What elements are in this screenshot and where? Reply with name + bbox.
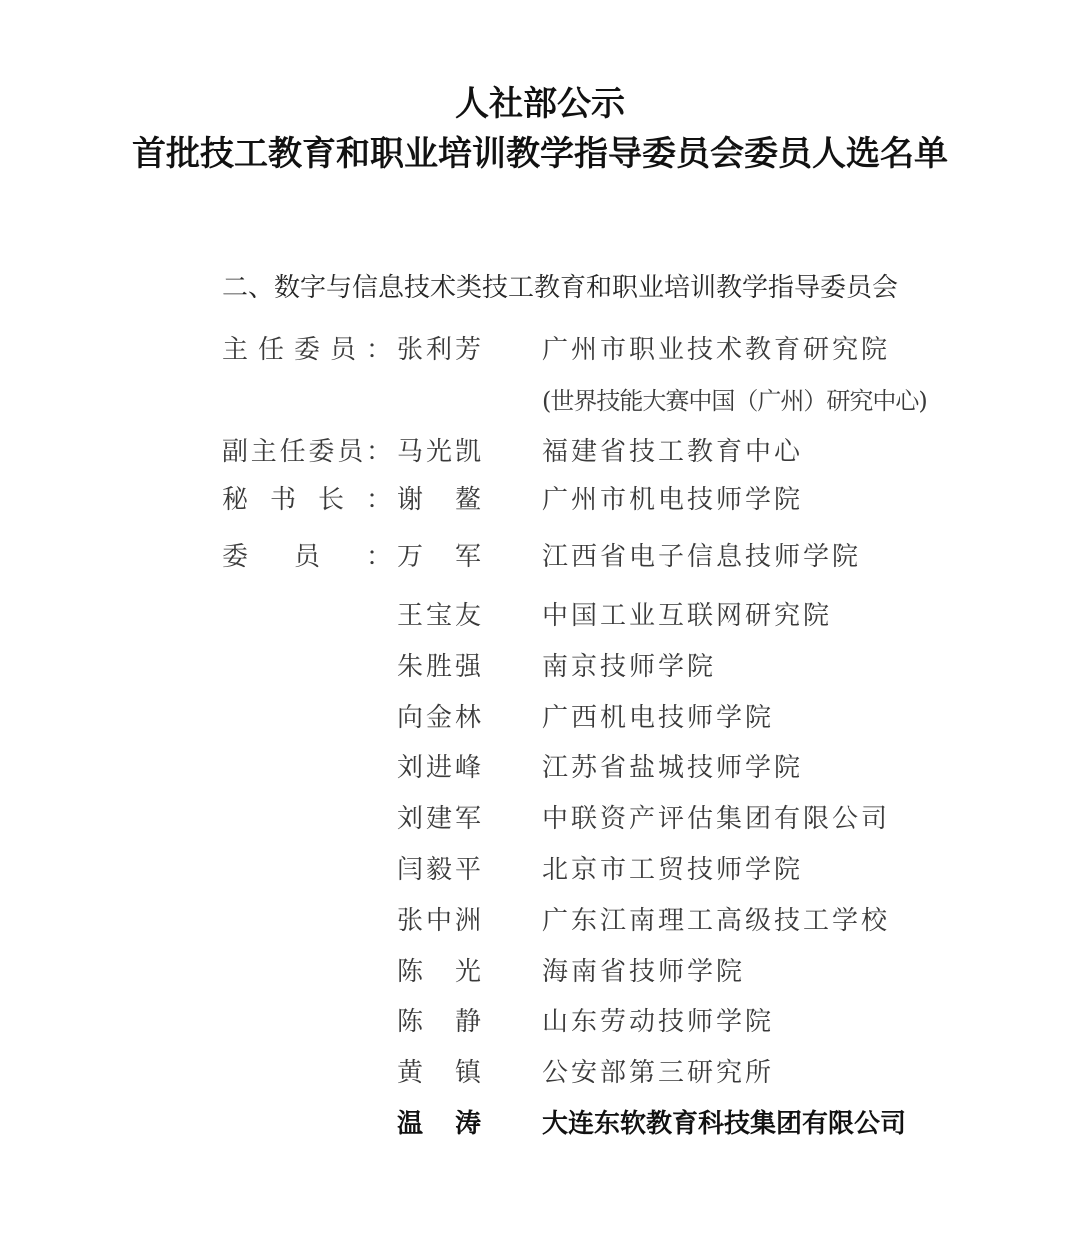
member-org: 中联资产评估集团有限公司 xyxy=(542,804,891,834)
member-org: 广西机电技师学院 xyxy=(542,703,775,733)
list-item-member xyxy=(0,748,1080,788)
section-heading: 二、数字与信息技术类技工教育和职业培训教学指导委员会 xyxy=(222,273,899,303)
role-label: 副主任委员： xyxy=(222,437,392,467)
member-name: 黄 镇 xyxy=(397,1058,481,1088)
member-org: 大连东软教育科技集团有限公司 xyxy=(542,1109,907,1139)
member-org: 公安部第三研究所 xyxy=(542,1058,775,1088)
list-item-member xyxy=(0,1104,1080,1144)
page-title: 人社部公示 xyxy=(455,84,625,124)
member-name: 温 涛 xyxy=(397,1109,481,1139)
member-org: 海南省技师学院 xyxy=(542,957,746,987)
member-name: 马光凯 xyxy=(397,437,481,467)
member-org: 江苏省盐城技师学院 xyxy=(542,753,804,783)
list-item-director xyxy=(0,330,1080,370)
member-name: 谢 鳌 xyxy=(397,485,481,515)
list-item-member xyxy=(0,698,1080,738)
list-item-secretary xyxy=(0,480,1080,520)
list-item-member xyxy=(0,952,1080,992)
member-org: 南京技师学院 xyxy=(542,652,717,682)
list-item-member xyxy=(0,901,1080,941)
member-org: 山东劳动技师学院 xyxy=(542,1007,775,1037)
member-org: 中国工业互联网研究院 xyxy=(542,601,833,631)
list-item-member xyxy=(0,850,1080,890)
member-name: 张利芳 xyxy=(397,335,481,365)
member-name: 刘建军 xyxy=(397,804,481,834)
member-name: 闫毅平 xyxy=(397,855,481,885)
member-org: 广东江南理工高级技工学校 xyxy=(542,906,891,936)
list-item-member xyxy=(0,596,1080,636)
role-label: 秘书长： xyxy=(222,485,392,515)
role-label: 委员： xyxy=(222,542,392,572)
member-org: 北京市工贸技师学院 xyxy=(542,855,804,885)
member-org: 广州市机电技师学院 xyxy=(542,485,804,515)
list-item-deputy xyxy=(0,432,1080,472)
member-name: 万 军 xyxy=(397,542,481,572)
list-item-director-note xyxy=(0,381,1080,421)
list-item-member xyxy=(0,799,1080,839)
list-item-member xyxy=(0,537,1080,577)
member-name: 刘进峰 xyxy=(397,753,481,783)
member-org: 广州市职业技术教育研究院 xyxy=(542,335,891,365)
member-org: 江西省电子信息技师学院 xyxy=(542,542,862,572)
role-label: 主任委员： xyxy=(222,335,392,365)
member-name: 陈 静 xyxy=(397,1007,481,1037)
member-org: 福建省技工教育中心 xyxy=(542,437,804,467)
list-item-member xyxy=(0,1053,1080,1093)
member-name: 王宝友 xyxy=(397,601,481,631)
member-name: 陈 光 xyxy=(397,957,481,987)
member-name: 向金林 xyxy=(397,703,481,733)
page-subtitle: 首批技工教育和职业培训教学指导委员会委员人选名单 xyxy=(132,134,948,174)
member-name: 朱胜强 xyxy=(397,652,481,682)
list-item-member xyxy=(0,1002,1080,1042)
list-item-member xyxy=(0,647,1080,687)
member-name: 张中洲 xyxy=(397,906,481,936)
member-org-note: (世界技能大赛中国（广州）研究中心) xyxy=(542,387,927,415)
